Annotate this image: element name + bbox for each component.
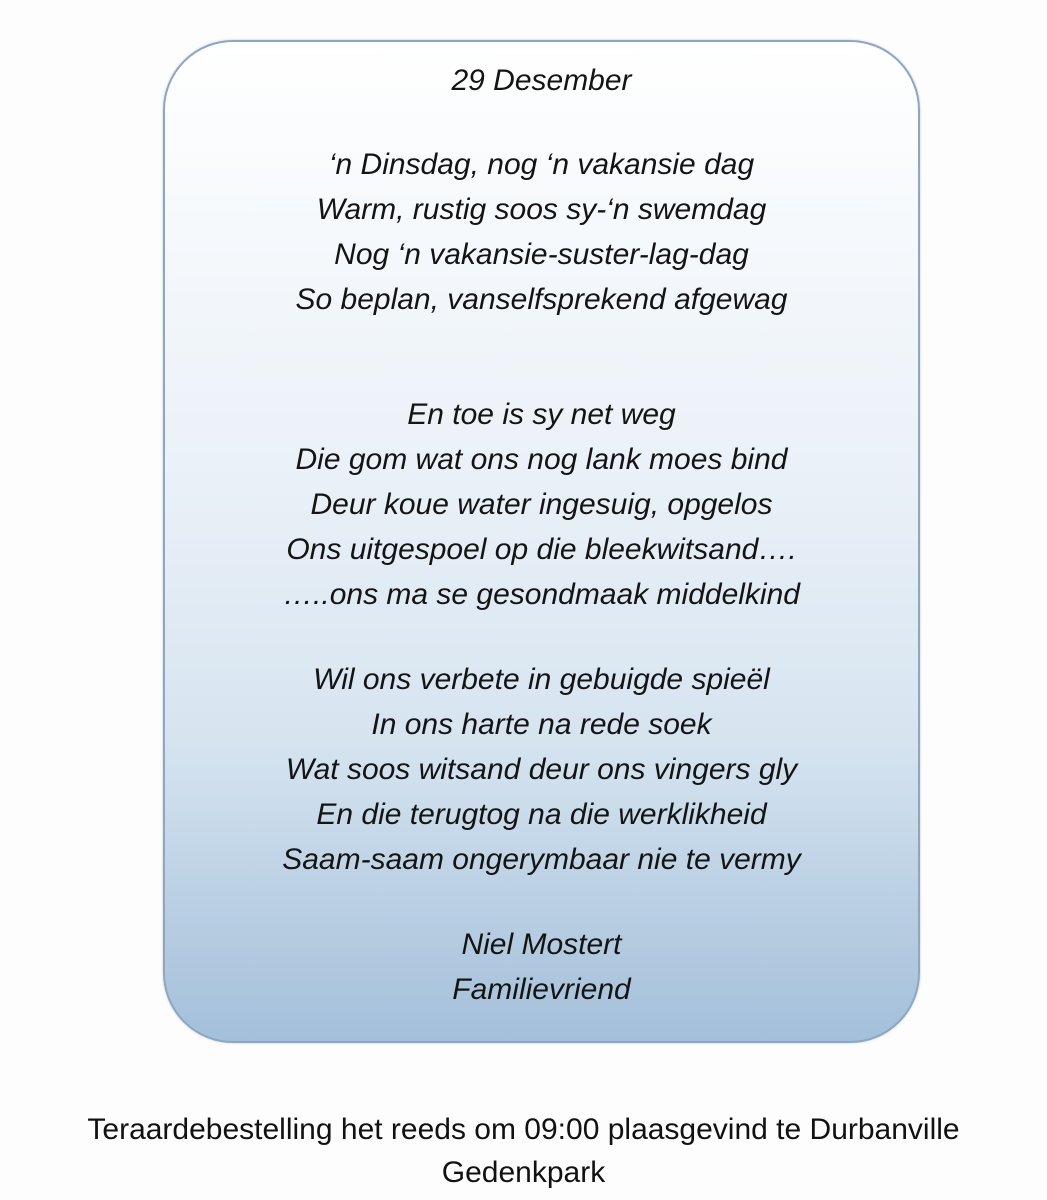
author-relation: Familievriend bbox=[452, 973, 631, 1006]
signature bbox=[165, 922, 918, 1012]
poem-line: En die terugtog na die werklikheid bbox=[316, 798, 767, 831]
poem-line: Warm, rustig soos sy-‘n swemdag bbox=[316, 193, 767, 226]
poem-line: ‘n Dinsdag, nog ‘n vakansie dag bbox=[328, 148, 755, 181]
poem-line: Die gom wat ons nog lank moes bind bbox=[295, 443, 788, 476]
poem-line: Deur koue water ingesuig, opgelos bbox=[310, 488, 773, 521]
poem-line: En toe is sy net weg bbox=[407, 398, 676, 431]
burial-notice-line-1: Teraardebestelling het reeds om 09:00 plaasgevind te Durbanville bbox=[87, 1113, 960, 1146]
author-name: Niel Mostert bbox=[461, 928, 622, 961]
burial-notice bbox=[0, 1108, 1047, 1194]
poem-date: 29 Desember bbox=[451, 64, 632, 97]
stanza-1 bbox=[165, 142, 918, 322]
poem-line: In ons harte na rede soek bbox=[371, 708, 712, 741]
stanza-2 bbox=[165, 392, 918, 617]
poem-line: So beplan, vanselfsprekend afgewag bbox=[295, 283, 788, 316]
poem-line: Wat soos witsand deur ons vingers gly bbox=[285, 753, 798, 786]
poem-line: Wil ons verbete in gebuigde spieël bbox=[313, 663, 770, 696]
poem-line: Saam-saam ongerymbaar nie te vermy bbox=[282, 843, 801, 876]
poem-line: Ons uitgespoel op die bleekwitsand…. bbox=[286, 533, 797, 566]
poem-card bbox=[163, 40, 920, 1043]
poem-line: …..ons ma se gesondmaak middelkind bbox=[283, 578, 800, 611]
burial-notice-line-2: Gedenkpark bbox=[441, 1156, 606, 1189]
stanza-3 bbox=[165, 657, 918, 882]
poem-line: Nog ‘n vakansie-suster-lag-dag bbox=[334, 238, 749, 271]
